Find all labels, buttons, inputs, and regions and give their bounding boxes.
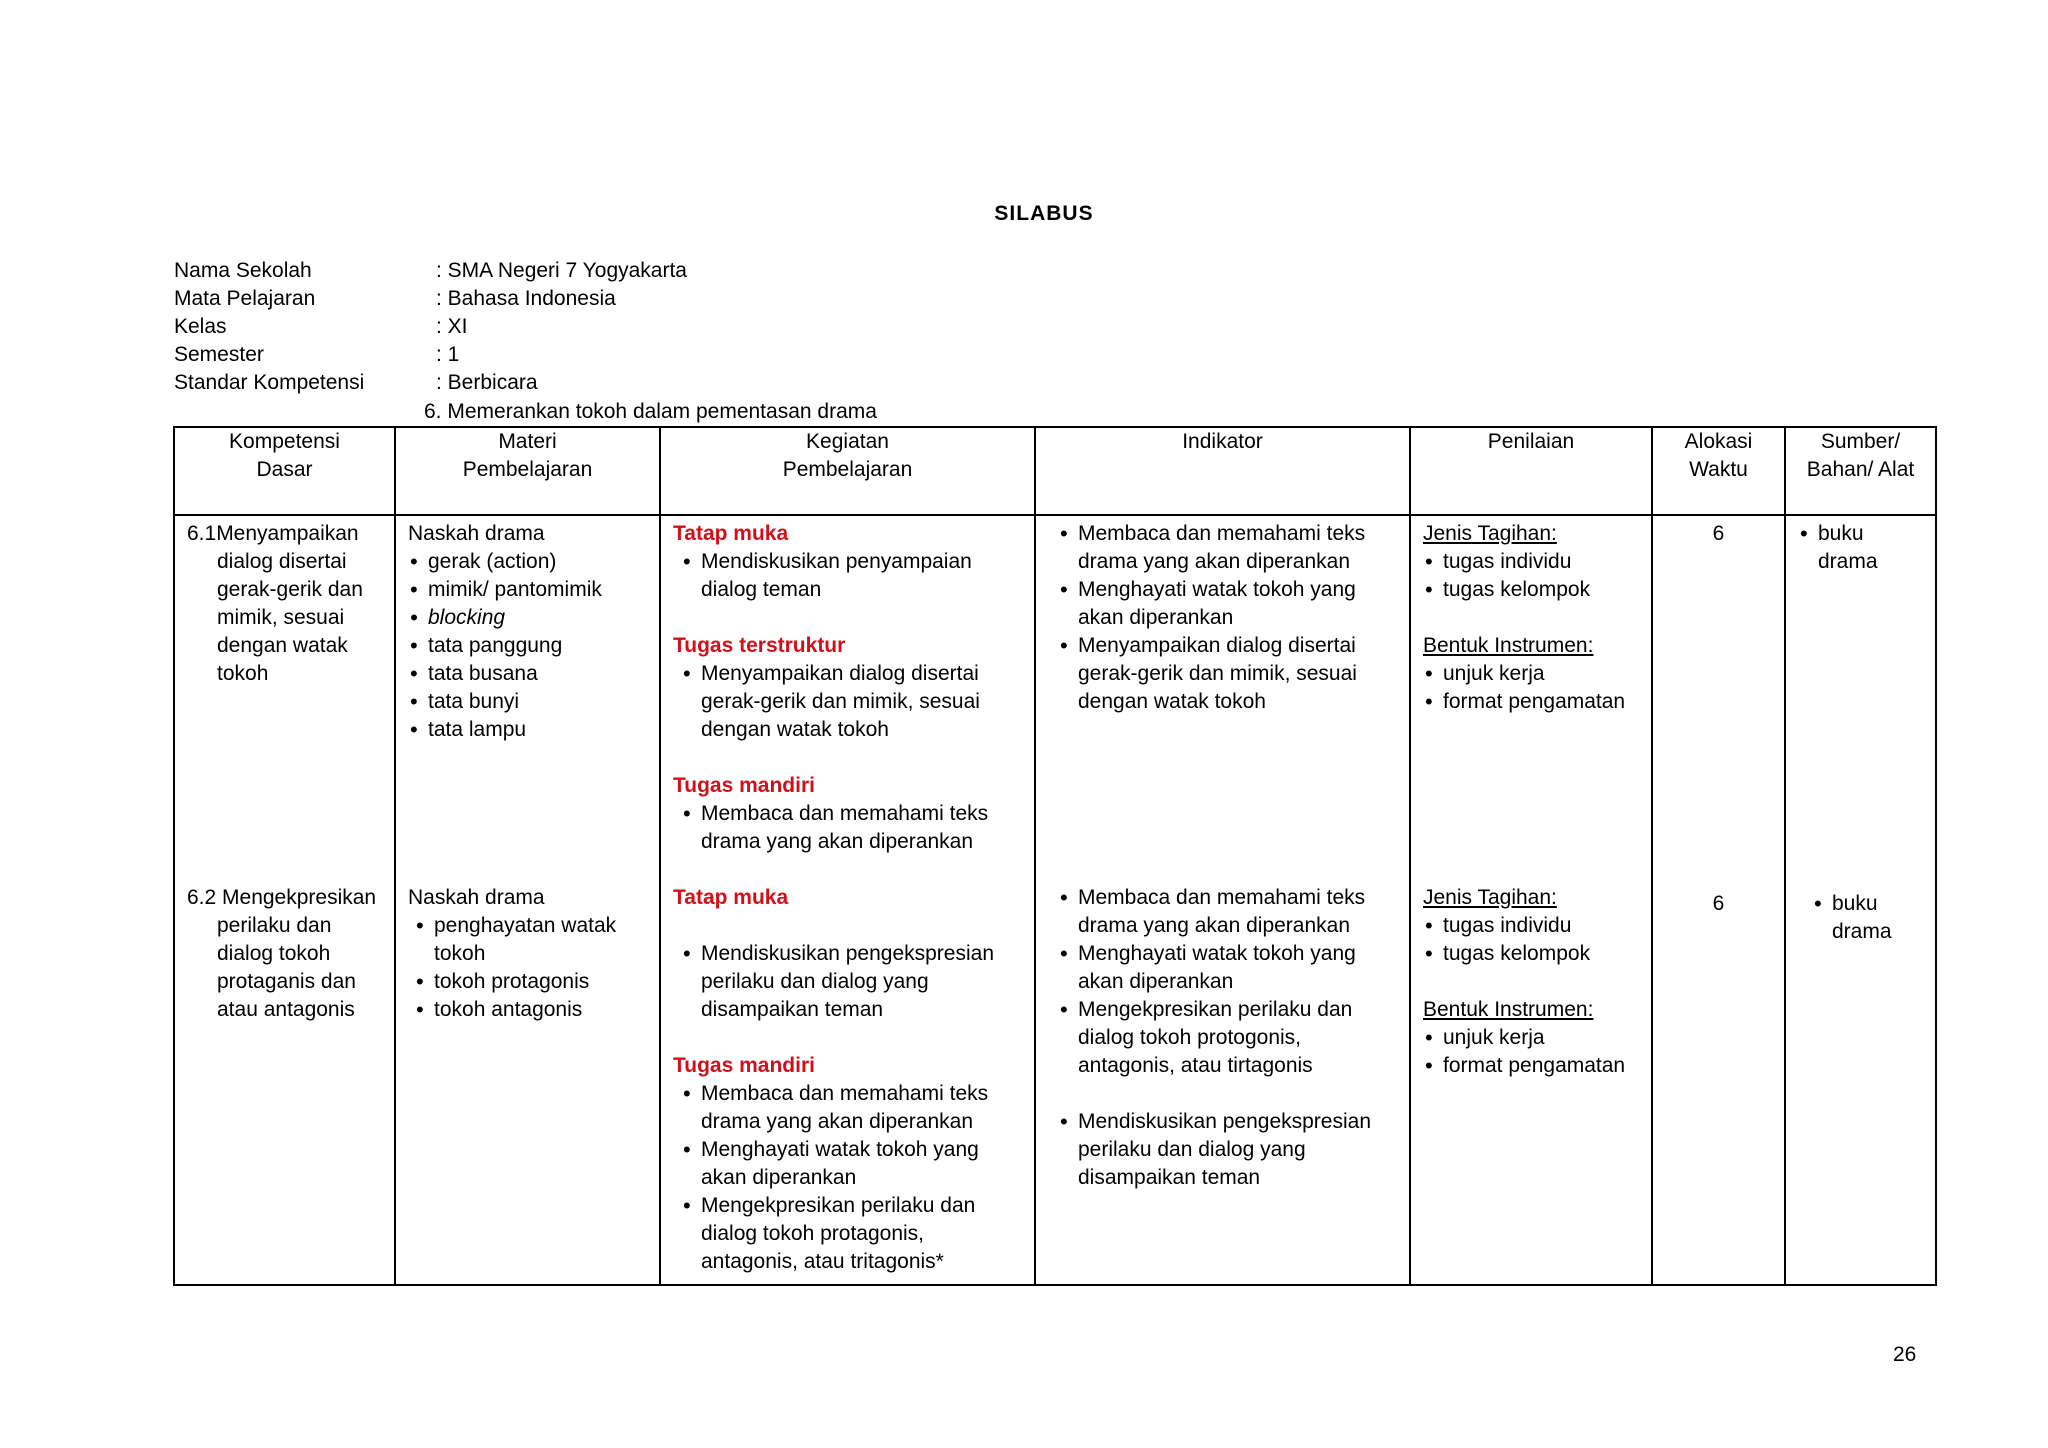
list-item: • Menghayati watak tokoh yang akan diperankan [681,1136,1024,1192]
penilaian-6-2: Jenis Tagihan: • tugas individu • tugas kelompok Bentuk Instrumen: • unjuk kerja • format pengamatan [1423,884,1641,1080]
list-item: • Membaca dan memahami teks drama yang akan diperankan [681,800,1024,856]
cell-penilaian [1410,515,1652,1285]
list-item: • Mengekpresikan perilaku dan dialog tokoh protagonis, antagonis, atau tritagonis* [681,1192,1024,1276]
penilaian-6-1: Jenis Tagihan: • tugas individu • tugas kelompok Bentuk Instrumen: • unjuk kerja • format pengamatan [1423,520,1641,716]
list-item: • Menyampaikan dialog disertai gerak-gerik dan mimik, sesuai dengan watak tokoh [1058,632,1399,716]
list-item: • tata busana [408,660,649,688]
cell-kompetensi-dasar [174,515,395,1285]
header-penilaian: Penilaian [1410,427,1652,515]
list-item: • blocking [408,604,649,632]
header-indikator: Indikator [1035,427,1410,515]
list-item: • Menghayati watak tokoh yang akan diperankan [1058,576,1399,632]
meta-label: Nama Sekolah [174,259,312,282]
header-sumber: Sumber/ Bahan/ Alat [1785,427,1936,515]
kd-6-2: 6.2 Mengekpresikan perilaku dan dialog tokoh protaganis dan atau antagonis [187,886,377,1021]
header-kompetensi-dasar: Kompetensi Dasar [174,427,395,515]
list-item: • tata bunyi [408,688,649,716]
cell-materi [395,515,660,1285]
list-item: • Mendiskusikan penyampaian dialog teman [681,548,1024,604]
cell-sumber [1785,515,1936,1285]
meta-label: Semester [174,343,264,366]
meta-value: : Bahasa Indonesia [436,287,616,310]
kd-6-1: 6.1Menyampaikan dialog disertai gerak-gerik dan mimik, sesuai dengan watak tokoh [187,522,363,685]
list-item: • tokoh antagonis [414,996,649,1024]
list-item: • tokoh protagonis [414,968,649,996]
page-number: 26 [1893,1343,1917,1366]
list-item: • Membaca dan memahami teks drama yang akan diperankan [1058,884,1399,940]
kegiatan-6-1: Tatap muka • Mendiskusikan penyampaian dialog teman Tugas terstruktur • Menyampaikan dialog disertai gerak-gerik dan mimik, sesuai dengan watak tokoh Tugas mandiri • Membaca dan memahami teks drama yang akan diperankan [673,520,1024,856]
cell-alokasi [1652,515,1785,1285]
list-item: • Menghayati watak tokoh yang akan diperankan [1058,940,1399,996]
meta-value: : XI [436,315,468,338]
list-item: • tata panggung [408,632,649,660]
meta-label: Kelas [174,315,227,338]
table-body-row [174,515,1936,1285]
list-item: • Membaca dan memahami teks drama yang akan diperankan [681,1080,1024,1136]
list-item: • gerak (action) [408,548,649,576]
list-item: • Membaca dan memahami teks drama yang akan diperankan [1058,520,1399,576]
list-item: • format pengamatan [1423,1052,1641,1080]
cell-kegiatan [660,515,1035,1285]
cell-indikator [1035,515,1410,1285]
materi-6-1: Naskah drama • gerak (action) • mimik/ pantomimik • blocking • tata panggung • tata busana • tata bunyi • tata lampu [408,520,649,744]
list-item: • Mengekpresikan perilaku dan dialog tokoh protogonis, antagonis, atau tirtagonis [1058,996,1399,1080]
indikator-6-1 [1048,520,1399,716]
standard-competency-detail: 6. Memerankan tokoh dalam pementasan drama [424,400,877,423]
list-item: • buku drama [1798,520,1888,576]
meta-value: : SMA Negeri 7 Yogyakarta [436,259,687,282]
list-item: • format pengamatan [1423,688,1641,716]
header-alokasi: Alokasi Waktu [1652,427,1785,515]
meta-label: Standar Kompetensi [174,371,365,394]
header-kegiatan: Kegiatan Pembelajaran [660,427,1035,515]
list-item: • penghayatan watak tokoh [414,912,649,968]
document-title: SILABUS [994,202,1094,225]
meta-value: : Berbicara [436,371,538,394]
indikator-6-2 [1048,884,1399,1192]
list-item: • Mendiskusikan pengekspresian perilaku dan dialog yang disampaikan teman [681,940,1024,1024]
list-item: • buku drama [1812,890,1902,946]
alokasi-6-2: 6 [1712,892,1725,915]
meta-label: Mata Pelajaran [174,287,316,310]
list-item: • tugas kelompok [1423,576,1641,604]
materi-6-2: Naskah drama • penghayatan watak tokoh • tokoh protagonis • tokoh antagonis [408,884,649,1024]
list-item: • tata lampu [408,716,649,744]
list-item: • tugas individu [1423,912,1641,940]
syllabus-table [173,426,1937,1286]
list-item: • tugas individu [1423,548,1641,576]
meta-value: : 1 [436,343,460,366]
list-item: • unjuk kerja [1423,660,1641,688]
table-header-row [174,427,1936,515]
list-item: • Mendiskusikan pengekspresian perilaku dan dialog yang disampaikan teman [1058,1108,1399,1192]
alokasi-6-1: 6 [1712,522,1725,545]
list-item: • mimik/ pantomimik [408,576,649,604]
list-item: • Menyampaikan dialog disertai gerak-gerik dan mimik, sesuai dengan watak tokoh [681,660,1024,744]
list-item: • unjuk kerja [1423,1024,1641,1052]
kegiatan-6-2: Tatap muka • Mendiskusikan pengekspresian perilaku dan dialog yang disampaikan teman Tugas mandiri • Membaca dan memahami teks drama yang akan diperankan • Menghayati watak tokoh yang akan diperankan • Mengekpresikan perilaku dan dialog tokoh protagonis, antagonis, atau tritagonis* [673,884,1024,1276]
header-materi: Materi Pembelajaran [395,427,660,515]
list-item: • tugas kelompok [1423,940,1641,968]
